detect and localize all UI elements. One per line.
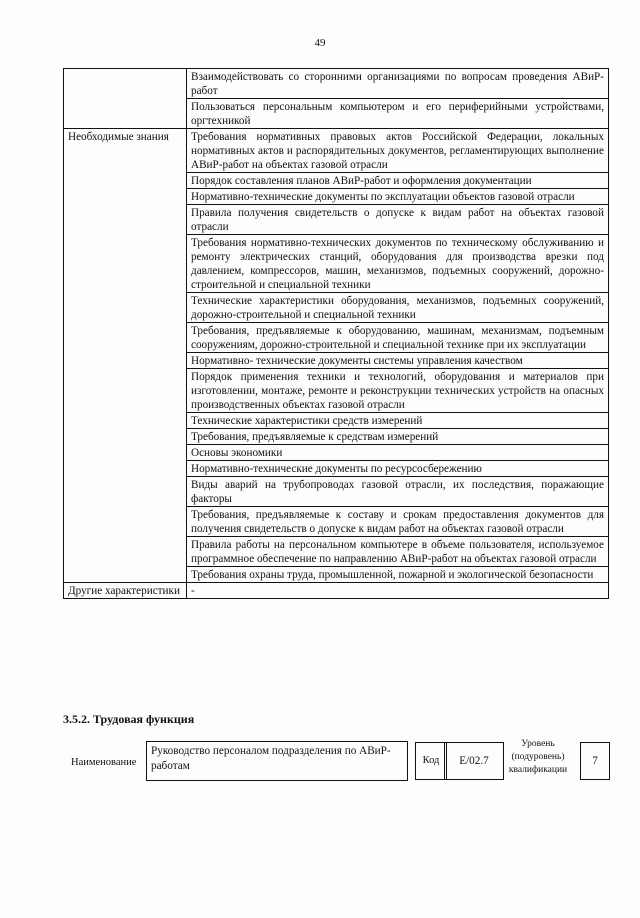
table-cell: Взаимодействовать со сторонними организациями по вопросам проведения АВиР-работ	[187, 69, 609, 99]
level-label: Уровень (подуровень) квалификации	[508, 739, 568, 775]
table-cell: Пользоваться персональным компьютером и его периферийными устройствами, оргтехникой	[187, 99, 609, 129]
table-cell: Нормативно-технические документы по эксплуатации объектов газовой отрасли	[187, 189, 609, 205]
code-label: Код	[415, 742, 447, 780]
table-cell: Требования, предъявляемые к средствам измерений	[187, 429, 609, 445]
labor-function-block	[63, 738, 609, 788]
table-cell: Требования нормативных правовых актов Российской Федерации, локальных нормативных актов и распорядительных документов, регламентирующих выполнение АВиР-работ на объектах газовой отрасли	[187, 129, 609, 173]
knowledge-label: Необходимые знания	[64, 129, 187, 583]
other-label: Другие характеристики	[64, 583, 187, 599]
table-cell: Правила получения свидетельств о допуске к видам работ на объектах газовой отрасли	[187, 205, 609, 235]
table-row	[64, 69, 609, 99]
table-row	[64, 583, 609, 599]
table-cell: Требования нормативно-технических документов по техническому обслуживанию и ремонту электрических станций, оборудования для производства врезки под давлением, компрессоров, машин, механизмов, подъемных сооружений, дорожно-строительной и специальной техники	[187, 235, 609, 293]
page-number: 49	[314, 37, 326, 49]
code-value: E/02.7	[444, 742, 504, 780]
table-cell: Нормативно-технические документы по ресурсосбережению	[187, 461, 609, 477]
name-label: Наименование	[71, 757, 137, 768]
table-cell: Требования, предъявляемые к оборудованию, машинам, механизмам, подъемным сооружениям, дорожно-строительной и специальной технике при их эксплуатации	[187, 323, 609, 353]
table-row	[64, 129, 609, 173]
table-cell: Порядок применения техники и технологий, оборудования и материалов при изготовлении, монтаже, ремонте и реконструкции технических устройств на опасных производственных объектах газовой отрасли	[187, 369, 609, 413]
table-cell: Порядок составления планов АВиР-работ и оформления документации	[187, 173, 609, 189]
table-cell: -	[187, 583, 609, 599]
table-cell: Нормативно- технические документы системы управления качеством	[187, 353, 609, 369]
table-cell: Технические характеристики оборудования, механизмов, подъемных сооружений, дорожно-строительной и специальной техники	[187, 293, 609, 323]
table-cell: Виды аварий на трубопроводах газовой отрасли, их последствия, поражающие факторы	[187, 477, 609, 507]
table-cell: Технические характеристики средств измерений	[187, 413, 609, 429]
row-label-empty	[64, 69, 187, 129]
section-heading: 3.5.2. Трудовая функция	[63, 712, 195, 726]
table-cell: Требования охраны труда, промышленной, пожарной и экологической безопасности	[187, 567, 609, 583]
table-cell: Основы экономики	[187, 445, 609, 461]
knowledge-table	[63, 68, 609, 599]
level-value: 7	[580, 742, 610, 780]
table-cell: Требования, предъявляемые к составу и срокам предоставления документов для получения свидетельств о допуске к видам работ на объектах газовой отрасли	[187, 507, 609, 537]
name-value: Руководство персоналом подразделения по АВиР-работам	[146, 741, 408, 781]
table-cell: Правила работы на персональном компьютере в объеме пользователя, используемое программное обеспечение по направлению АВиР-работ на объектах газовой отрасли	[187, 537, 609, 567]
